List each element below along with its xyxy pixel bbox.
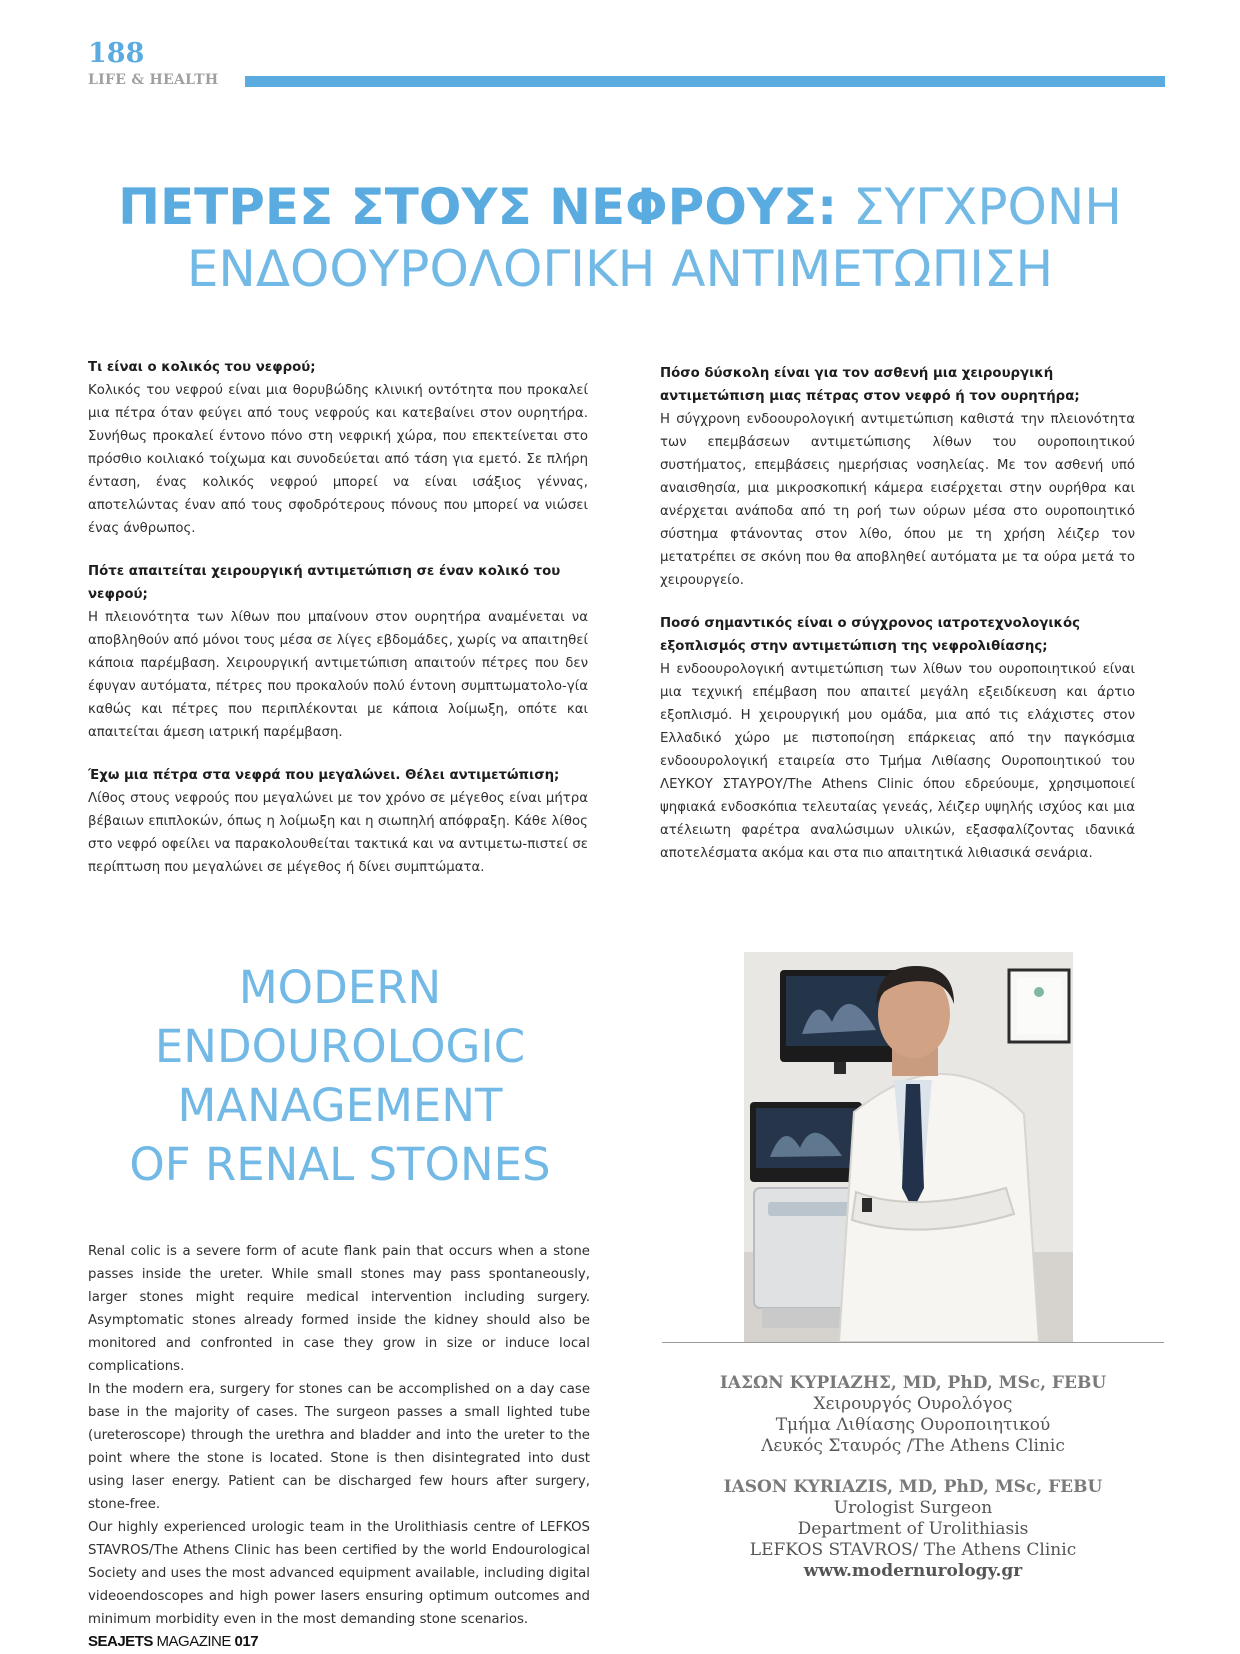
- footer-brand-name: SEAJETS: [88, 1633, 153, 1650]
- author-name-english: IASON KYRIAZIS, MD, PhD, MSc, FEBU: [723, 1477, 1103, 1497]
- header-bar: [245, 76, 1165, 87]
- answer-5: Η ενδοουρολογική αντιμετώπιση των λίθων του ουροποιητικού είναι μια τεχνική επέμβαση που απαιτεί μεγάλη εξειδίκευση και άρτιο εξοπλισμό. Η χειρουργική μου ομάδα, μια από τις ελάχιστες στον Ελλαδικό χώρο με πιστοποίηση επάρκειας από την παγκόσμια ενδοουρολογική εταιρεία στο Τμήμα Λιθίασης Ουροποιητικού του ΛΕΥΚΟΥ ΣΤΑΥΡΟΥ/The Athens Clinic όπου εδρεύουμε, χρησιμοποιεί ψηφιακά ενδοσκόπια τελευταίας γενεάς, λέιζερ υψηλής ισχύος και μια ατέλειωτη φαρέτρα αναλώσιμων υλικών, εξασφαλίζοντας ιδανικά αποτελέσματα ακόμα και στα πιο απαιτητικά λιθιασικά σενάρια.: [660, 662, 1135, 861]
- question-3: Έχω μια πέτρα στα νεφρά που μεγαλώνει. Θέλει αντιμετώπιση;: [88, 768, 560, 783]
- author-dept-english: Department of Urolithiasis: [797, 1519, 1029, 1539]
- english-title: [100, 958, 580, 1194]
- greek-left-column: [88, 356, 588, 879]
- author-dept-greek: Τμήμα Λιθίασης Ουροποιητικού: [775, 1415, 1051, 1435]
- author-name-greek: ΙΑΣΩΝ ΚΥΡΙΑΖΗΣ, MD, PhD, MSc, FEBU: [719, 1373, 1107, 1393]
- greek-title-bold: ΠΕΤΡΕΣ ΣΤΟΥΣ ΝΕΦΡΟΥΣ:: [118, 178, 838, 236]
- page-number: 188: [88, 38, 145, 69]
- question-2: Πότε απαιτείται χειρουργική αντιμετώπιση σε έναν κολικό του νεφρού;: [88, 564, 561, 602]
- bio-spacer: [662, 1457, 1164, 1477]
- english-paragraph: Renal colic is a severe form of acute flank pain that occurs when a stone passes inside the ureter. While small stones may pass spontaneously, larger stones might require medical intervention including surgery. Asymptomatic stones already formed inside the kidney should also be monitored and confronted in case they grow in size or induce local complications.: [88, 1244, 590, 1374]
- english-title-line: ENDOUROLOGIC: [154, 1020, 526, 1073]
- answer-1: Κολικός του νεφρού είναι μια θορυβώδης κλινική οντότητα που προκαλεί μια πέτρα όταν φεύγει από τους νεφρούς και κατεβαίνει στον ουρητήρα. Συνήθως προκαλεί έντονο πόνο στη νεφρική χώρα, που επεκτείνεται στο πρόσθιο κοιλιακό τοίχωμα και συνοδεύεται από τάση για εμετό. Σε πλήρη ένταση, ένας κολικός νεφρού μπορεί να είναι ισάξιος γέννας, αποτελώντας έναν από τους σφοδρότερους πόνους που μπορεί να νιώσει ένας άνθρωπος.: [88, 383, 588, 536]
- greek-right-column: [660, 362, 1135, 865]
- doctor-photo-illustration: [744, 952, 1073, 1342]
- footer-brand: [88, 1634, 258, 1649]
- section-label: LIFE & HEALTH: [88, 72, 219, 88]
- answer-2: Η πλειονότητα των λίθων που μπαίνουν στον ουρητήρα αναμένεται να αποβληθούν από μόνοι τους μέσα σε λίγες εβδομάδες, χωρίς να απαιτηθεί κάποια παρέμβαση. Χειρουργική αντιμετώπιση απαιτούν πέτρες που δεν έφυγαν αυτόματα, πέτρες που προκαλούν πολύ έντονη συμπτωματολο-γία καθώς και πέτρες που περιπλέκονται με κάποια λοίμωξη, οπότε και απαιτείται άμεση ιατρική παρέμβαση.: [88, 610, 588, 740]
- english-paragraph: Our highly experienced urologic team in the Urolithiasis centre of LEFKOS STAVROS/The Athens Clinic has been certified by the world Endourological Society and uses the most advanced equipment available, including digital videoendoscopes and high power lasers ensuring optimum outcomes and minimum morbidity even in the most demanding stone scenarios.: [88, 1520, 590, 1627]
- english-body: [88, 1240, 590, 1631]
- doctor-photo: [744, 952, 1073, 1342]
- footer-magazine: MAGAZINE: [156, 1633, 231, 1650]
- photo-divider: [662, 1342, 1164, 1343]
- greek-title-line2: ΕΝΔΟΟΥΡΟΛΟΓΙΚΗ ΑΝΤΙΜΕΤΩΠΙΣΗ: [186, 240, 1054, 298]
- author-clinic-english: LEFKOS STAVROS/ The Athens Clinic: [749, 1540, 1077, 1560]
- footer-issue: 017: [234, 1633, 259, 1650]
- question-5: Ποσό σημαντικός είναι ο σύγχρονος ιατροτεχνολογικός εξοπλισμός στην αντιμετώπιση της νεφρολιθίασης;: [660, 616, 1080, 654]
- greek-title-line1: [0, 178, 1240, 236]
- question-1: Τι είναι ο κολικός του νεφρού;: [88, 360, 316, 375]
- author-clinic-greek: Λευκός Σταυρός /The Athens Clinic: [761, 1436, 1065, 1456]
- author-bio: [662, 1373, 1164, 1582]
- author-role-greek: Χειρουργός Ουρολόγος: [813, 1394, 1013, 1414]
- author-role-english: Urologist Surgeon: [833, 1498, 993, 1518]
- english-title-line: OF RENAL STONES: [129, 1138, 551, 1191]
- question-4: Πόσο δύσκολη είναι για τον ασθενή μια χειρουργική αντιμετώπιση μιας πέτρας στον νεφρό ή τον ουρητήρα;: [660, 366, 1080, 404]
- english-title-line: MANAGEMENT: [177, 1079, 503, 1132]
- answer-3: Λίθος στους νεφρούς που μεγαλώνει με τον χρόνο σε μέγεθος είναι μήτρα βέβαιων επιπλοκών, όπως η λοίμωξη και η σιωπηλή απόφραξη. Κάθε λίθος στο νεφρό οφείλει να παρακολουθείται τακτικά και να αντιμετω-πιστεί σε περίπτωση που μεγαλώνει σε μέγεθος ή δίνει συμπτώματα.: [88, 791, 588, 875]
- author-website[interactable]: www.modernurology.gr: [803, 1561, 1023, 1581]
- english-paragraph: In the modern era, surgery for stones can be accomplished on a day case base in the majority of cases. The surgeon passes a small lighted tube (ureteroscope) through the urethra and bladder and into the ureter to the point where the stone is located. Stone is then disintegrated into dust using laser energy. Patient can be discharged few hours after surgery, stone-free.: [88, 1382, 590, 1512]
- greek-title-light: ΣΥΓΧΡΟΝΗ: [837, 178, 1122, 236]
- answer-4: Η σύγχρονη ενδοουρολογική αντιμετώπιση καθιστά την πλειονότητα των επεμβάσεων αντιμετώπισης λίθων του ουροποιητικού συστήματος, επεμβάσεις ημερήσιας νοσηλείας. Με τον ασθενή υπό αναισθησία, μια μικροσκοπική κάμερα εισέρχεται στην ουρήθρα και ανέρχεται ανάποδα από τη ροή των ούρων μέσα στο ουροποιητικό σύστημα φτάνοντας στον λίθο, όπου με τη χρήση λέιζερ τον μετατρέπει σε σκόνη που θα αποβληθεί αυτόματα με τα ούρα μετά το χειρουργείο.: [660, 412, 1135, 588]
- english-title-line: MODERN: [238, 961, 442, 1014]
